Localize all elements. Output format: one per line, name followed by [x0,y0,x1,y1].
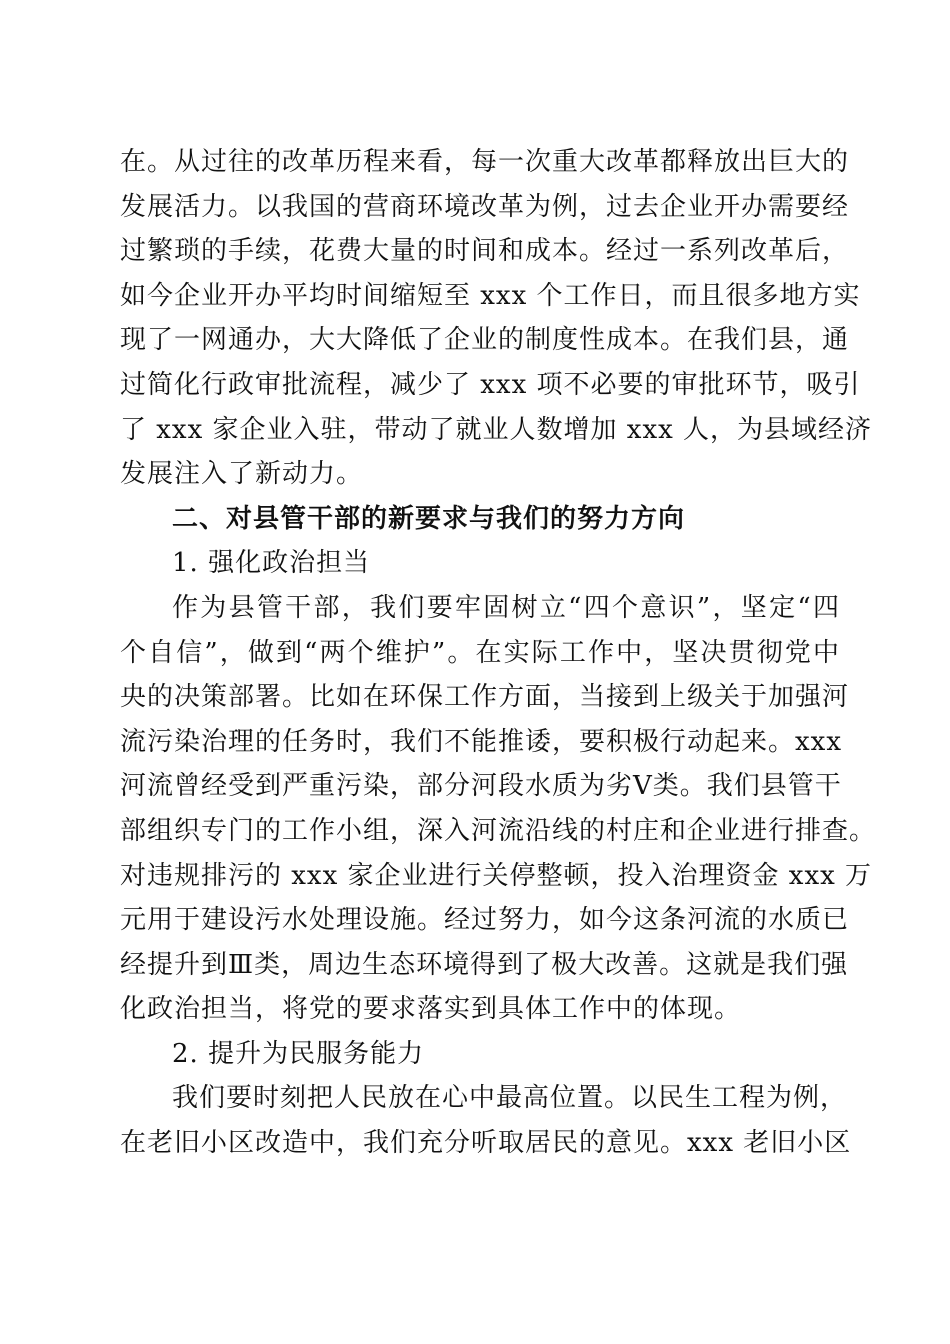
text-line: 作为县管干部，我们要牢固树立“四个意识”，坚定“四 [172,592,840,623]
paragraph-reform-history [120,140,873,497]
text-line: 了 xxx 家企业入驻，带动了就业人数增加 xxx 人，为县域经济 [120,414,873,445]
text-line: 在。从过往的改革历程来看，每一次重大改革都释放出巨大的 [120,147,850,177]
text-line: 发展活力。以我国的营商环境改革为例，过去企业开办需要经 [120,191,850,222]
document-body [120,140,877,1166]
section-heading: 二、对县管干部的新要求与我们的努力方向 [172,503,686,534]
text-line: 央的决策部署。比如在环保工作方面，当接到上级关于加强河 [120,682,850,713]
text-line: 个自信”，做到“两个维护”。在实际工作中，坚决贯彻党中 [120,637,840,668]
subheading-political: 1. 强化政治担当 [172,548,371,579]
text-line: 过繁琐的手续，花费大量的时间和成本。经过一系列改革后， [120,236,850,267]
text-line: 如今企业开办平均时间缩短至 xxx 个工作日，而且很多地方实 [120,280,861,311]
text-line: 发展注入了新动力。 [120,459,364,490]
text-line: 元用于建设污水处理设施。经过努力，如今这条河流的水质已 [120,905,850,936]
text-line: 我们要时刻把人民放在心中最高位置。以民生工程为例， [172,1083,848,1114]
text-line: 过简化行政审批流程，减少了 xxx 项不必要的审批环节，吸引 [120,369,861,400]
text-line: 河流曾经受到严重污染，部分河段水质为劣Ⅴ类。我们县管干 [120,771,842,802]
text-line: 流污染治理的任务时，我们不能推诿，要积极行动起来。xxx [120,726,842,757]
text-line: 化政治担当，将党的要求落实到具体工作中的体现。 [120,994,742,1025]
paragraph-political-responsibility [120,586,877,1032]
subheading-service: 2. 提升为民服务能力 [172,1038,425,1069]
paragraph-people-service [120,1076,852,1165]
text-line: 经提升到Ⅲ类，周边生态环境得到了极大改善。这就是我们强 [120,949,849,980]
text-line: 现了一网通办，大大降低了企业的制度性成本。在我们县，通 [120,325,850,356]
text-line: 对违规排污的 xxx 家企业进行关停整顿，投入治理资金 xxx 万 [120,860,873,891]
text-line: 在老旧小区改造中，我们充分听取居民的意见。xxx 老旧小区 [120,1128,852,1159]
text-line: 部组织专门的工作小组，深入河流沿线的村庄和企业进行排查。 [120,815,877,846]
